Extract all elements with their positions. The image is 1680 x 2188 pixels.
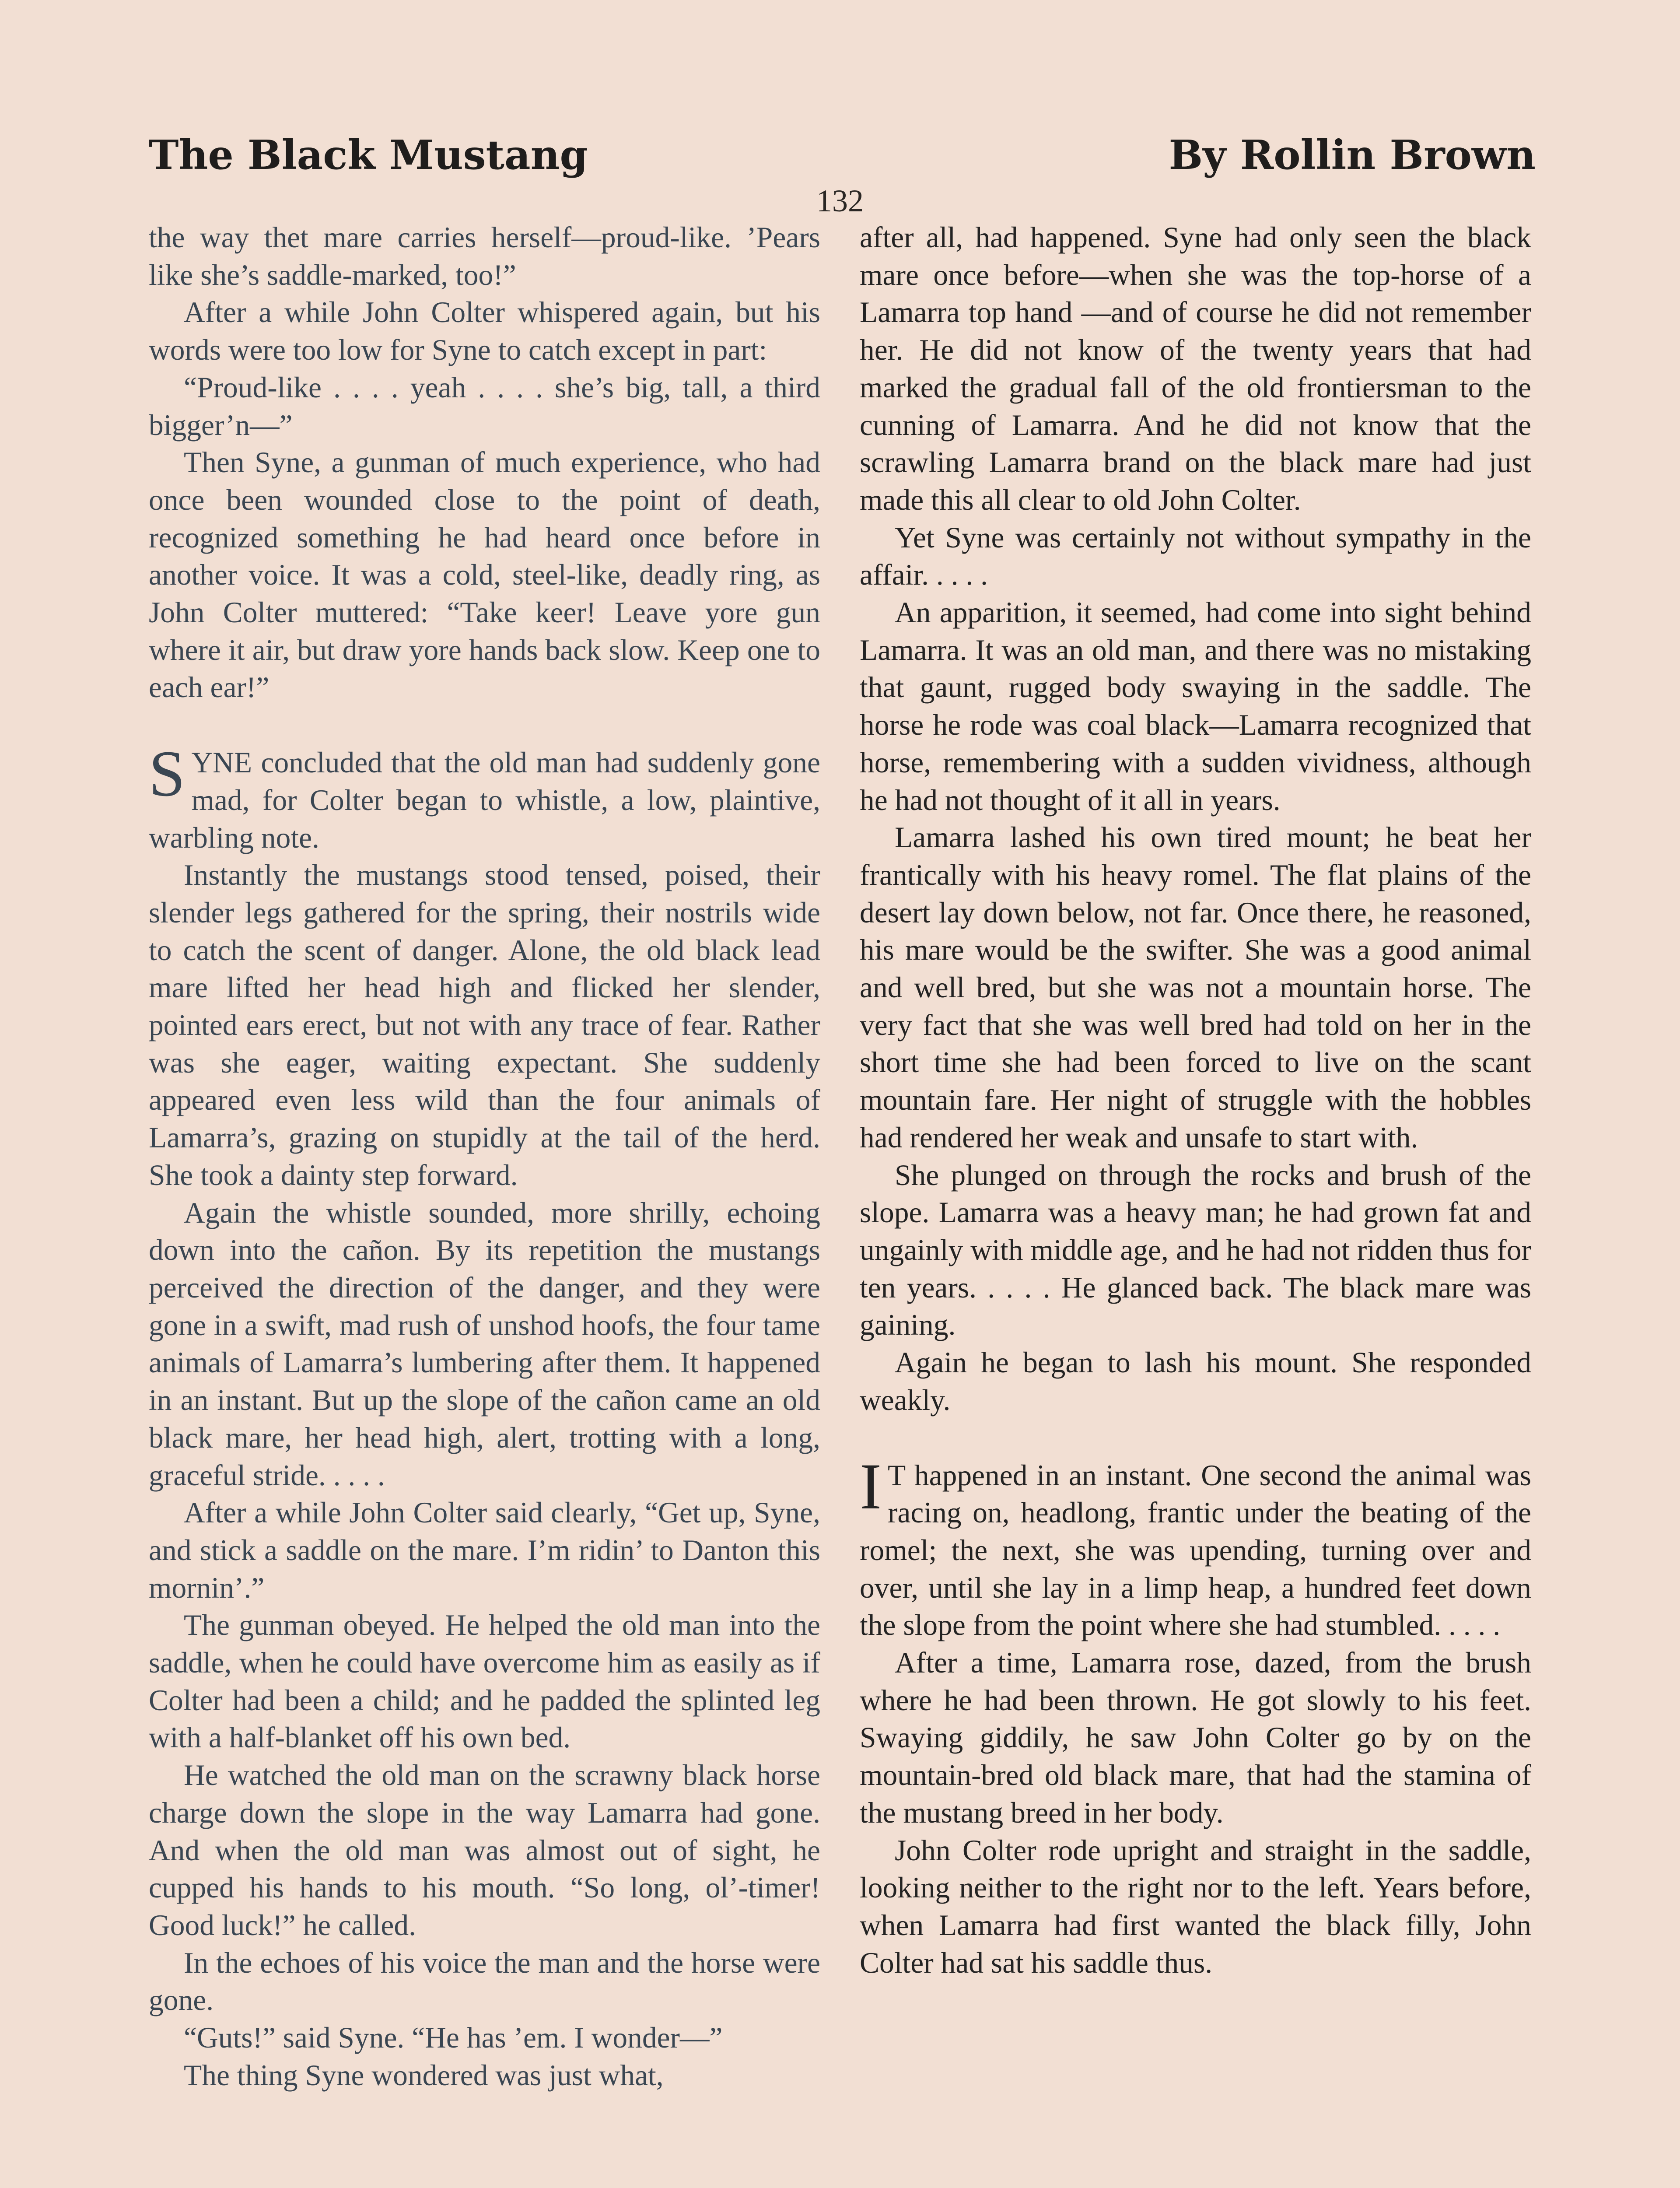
paragraph: The gunman obeyed. He helped the old man into the saddle, when he could have overcome him as easily as if Colter had been a child; and he padded the splinted leg with a half-blanket off his own bed. [149,1609,820,1754]
paragraph: the way thet mare carries herself—proud-like. ’Pears like she’s saddle-marked, too!” [149,221,820,291]
paragraph-text: YNE concluded that the old man had suddenly gone mad, for Colter began to whistle, a low, plaintive, warbling note. [149,746,820,854]
paragraph: John Colter rode upright and straight in the saddle, looking neither to the right nor to the left. Years before, when Lamarra had first wanted the black filly, John Colter had sat his saddle thus. [860,1834,1531,1979]
paragraph: She plunged on through the rocks and brush of the slope. Lamarra was a heavy man; he had grown fat and ungainly with middle age, and he had not ridden thus for ten years. . . . . He glanced back. The black mare was gaining. [860,1158,1531,1342]
page-number: 132 [816,183,864,218]
paragraph-text: T happened in an instant. One second the animal was racing on, headlong, frantic under the beating of the romel; the next, she was upending, turning over and over, until she lay in a limp heap, a hundred feet down the slope from the point where she had stumbled. . . . . [860,1459,1531,1642]
paragraph: After a time, Lamarra rose, dazed, from the brush where he had been thrown. He got slowly to his feet. Swaying giddily, he saw John Colter go by on the mountain-bred old black mare, that had the stamina of the mustang breed in her body. [860,1646,1531,1829]
paragraph: after all, had happened. Syne had only seen the black mare once before—when she was the top-horse of a Lamarra top hand —and of course he did not remember her. He did not know of the twenty years that had marked the gradual fall of the old frontiersman to the cunning of Lamarra. And he did not know that the scrawling Lamarra brand on the black mare had just made this all clear to old John Colter. [860,221,1531,516]
drop-cap: I [860,1450,882,1523]
paragraph: An apparition, it seemed, had come into sight behind Lamarra. It was an old man, and there was no mistaking that gaunt, rugged body swaying in the saddle. The horse he rode was coal black—Lamarra recognized that horse, remembering with a sudden vividness, although he had not thought of it all in years. [860,596,1531,817]
paragraph: After a while John Colter said clearly, “Get up, Syne, and stick a saddle on the mare. I’m ridin’ to Danton this mornin’.” [149,1496,820,1604]
paragraph: Lamarra lashed his own tired mount; he beat her frantically with his heavy romel. The flat plains of the desert lay down below, not far. Once there, he reasoned, his mare would be the swifter. She was a good animal and well bred, but she was not a mountain horse. The very fact that she was well bred had told on her in the short time she had been forced to live on the scant mountain fare. Her night of struggle with the hobbles had rendered her weak and unsafe to start with. [860,821,1531,1154]
paragraph-dropcap [860,1450,1531,1645]
right-column [860,219,1531,1981]
running-header [149,131,1536,188]
paragraph: He watched the old man on the scrawny black horse charge down the slope in the way Lamarra had gone. And when the old man was almost out of sight, he cupped his hands to his mouth. “So long, ol’-timer! Good luck!” he called. [149,1759,820,1942]
paragraph-dropcap [149,737,820,856]
paragraph: In the echoes of his voice the man and the horse were gone. [149,1946,820,2017]
story-title: The Black Mustang [149,131,588,179]
paragraph: Then Syne, a gunman of much experience, who had once been wounded close to the point of death, recognized something he had heard once before in another voice. It was a cold, steel-like, deadly ring, as John Colter muttered: “Take keer! Leave yore gun where it air, but draw yore hands back slow. Keep one to each ear!” [149,446,820,704]
paragraph: Again he began to lash his mount. She responded weakly. [860,1346,1531,1417]
drop-cap: S [149,737,186,810]
left-column [149,219,820,2094]
paragraph: After a while John Colter whispered again, but his words were too low for Syne to catch except in part: [149,296,820,367]
paragraph: “Proud-like . . . . yeah . . . . she’s big, tall, a third bigger’n—” [149,371,820,442]
story-author: By Rollin Brown [1169,131,1536,179]
paragraph: “Guts!” said Syne. “He has ’em. I wonder—” [184,2021,723,2055]
paragraph: Yet Syne was certainly not without sympathy in the affair. . . . . [860,521,1531,592]
paragraph: The thing Syne wondered was just what, [184,2058,664,2092]
paragraph: Instantly the mustangs stood tensed, poised, their slender legs gathered for the spring, their nostrils wide to catch the scent of danger. Alone, the old black lead mare lifted her head high and flicked her slender, pointed ears erect, but not with any trace of fear. Rather was she eager, waiting expectant. She suddenly appeared even less wild than the four animals of Lamarra’s, grazing on stupidly at the tail of the herd. She took a dainty step forward. [149,859,820,1192]
paragraph: Again the whistle sounded, more shrilly, echoing down into the cañon. By its repetition the mustangs perceived the direction of the danger, and they were gone in a swift, mad rush of unshod hoofs, the four tame animals of Lamarra’s lumbering after them. It happened in an instant. But up the slope of the cañon came an old black mare, her head high, alert, trotting with a long, graceful stride. . . . . [149,1196,820,1492]
